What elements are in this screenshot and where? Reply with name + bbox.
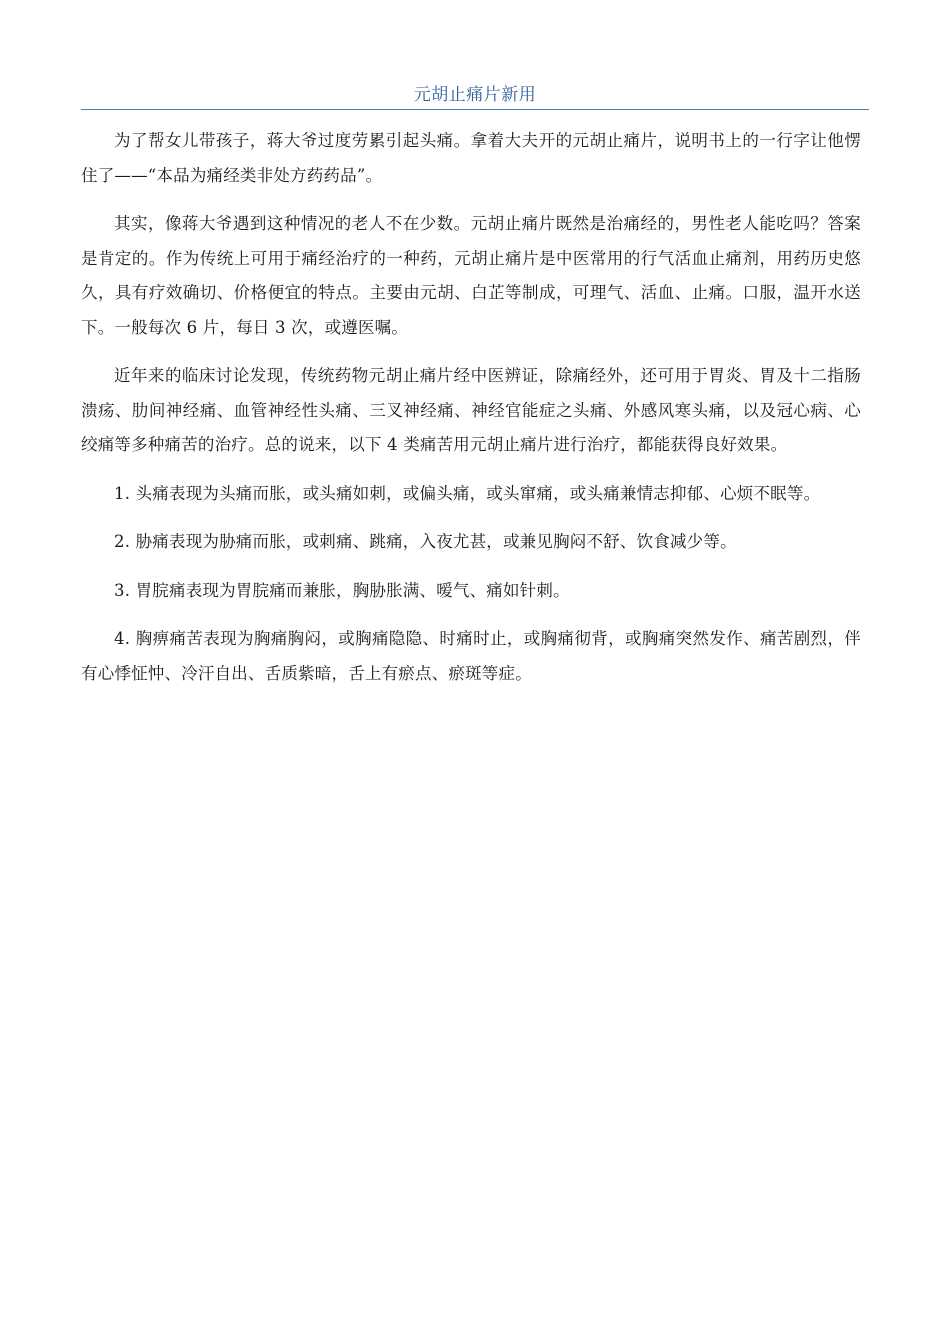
page-title: 元胡止痛片新用 — [413, 85, 537, 105]
list-item: 1. 头痛表现为头痛而胀，或头痛如刺，或偏头痛，或头窜痛，或头痛兼情志抑郁、心烦不眠等。 — [114, 483, 821, 503]
page-header — [81, 82, 869, 110]
paragraph: 其实，像蒋大爷遇到这种情况的老人不在少数。元胡止痛片既然是治痛经的，男性老人能吃吗？答案是肯定的。作为传统上可用于痛经治疗的一种药，元胡止痛片是中医常用的行气活血止痛剂，用药历史悠久，具有疗效确切、价格便宜的特点。主要由元胡、白芷等制成，可理气、活血、止痛。口服，温开水送下。一般每次 6 片，每日 3 次，或遵医嘱。 — [81, 214, 861, 337]
list-item: 3. 胃脘痛表现为胃脘痛而兼胀，胸胁胀满、嗳气、痛如针刺。 — [114, 580, 570, 600]
header-divider — [81, 109, 869, 110]
document-body — [81, 124, 861, 705]
list-item: 4. 胸痹痛苦表现为胸痛胸闷，或胸痛隐隐、时痛时止，或胸痛彻背，或胸痛突然发作、痛苦剧烈，伴有心悸怔忡、冷汗自出、舌质紫暗，舌上有瘀点、瘀斑等症。 — [81, 629, 861, 683]
list-item: 2. 胁痛表现为胁痛而胀，或刺痛、跳痛，入夜尤甚，或兼见胸闷不舒、饮食减少等。 — [114, 532, 737, 551]
paragraph: 为了帮女儿带孩子，蒋大爷过度劳累引起头痛。拿着大夫开的元胡止痛片，说明书上的一行字让他愣住了——“本品为痛经类非处方药药品”。 — [81, 131, 861, 185]
paragraph: 近年来的临床讨论发现，传统药物元胡止痛片经中医辨证，除痛经外，还可用于胃炎、胃及十二指肠溃疡、肋间神经痛、血管神经性头痛、三叉神经痛、神经官能症之头痛、外感风寒头痛，以及冠心病、心绞痛等多种痛苦的治疗。总的说来，以下 4 类痛苦用元胡止痛片进行治疗，都能获得良好效果。 — [81, 366, 861, 454]
